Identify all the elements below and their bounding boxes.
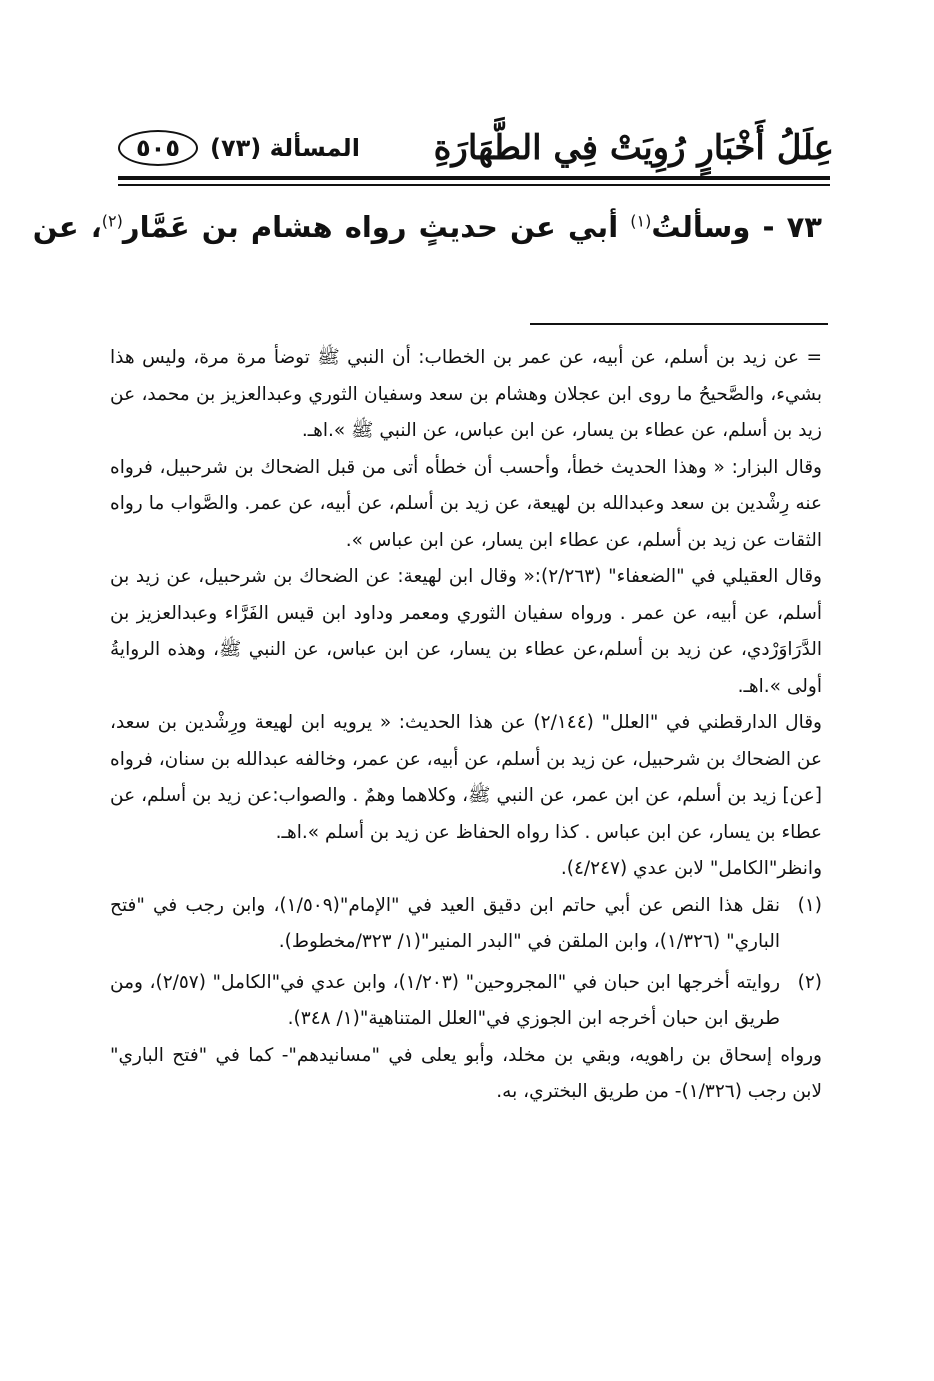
running-head-title: عِلَلُ أَخْبَارٍ رُوِيَتْ فِي الطَّهَارَةِ: [433, 128, 834, 168]
main-tail: ، عن: [32, 210, 102, 244]
note-continuation: = عن زيد بن أسلم، عن أبيه، عن عمر بن الخطاب: أن النبي ﷺ توضأ مرة مرة، وليس هذا بشيء، والصَّحيحُ ما روى ابن عجلان وهشام بن سعد وسفيان الثوري وعبدالعزيز بن محمد، عن زيد بن أسلم، عن عطاء بن يسار، عن ابن عباس، عن النبي ﷺ ».اهـ.: [110, 347, 822, 441]
note-uqayli: وقال العقيلي في "الضعفاء" (٢/٢٦٣):« وقال ابن لهيعة: عن الضحاك بن شرحبيل، عن زيد بن أسلم، عن أبيه، عن عمر . ورواه سفيان الثوري ومعمر وداود ابن قيس الفَرَّاء وعبدالعزيز بن الدَّرَاوَرْدي، عن زيد بن أسلم،عن عطاء بن يسار، عن ابن عباس، عن النبي ﷺ، وهذه الروايةُ أولى ».اهـ.: [110, 566, 822, 697]
footnote-1-text: نقل هذا النص عن أبي حاتم ابن دقيق العيد في "الإمام"(١/٥٠٩)، وابن رجب في "فتح الباري" (١/٣٢٦)، وابن الملقن في "البدر المنير"(١/ ٣٢٣/مخطوط).: [110, 894, 780, 952]
footnote-2-text: روايته أخرجها ابن حبان في "المجروحين" (١/٢٠٣)، وابن عدي في"الكامل" (٢/٥٧)، ومن طريق ابن حبان أخرجه ابن الجوزي في"العلل المتناهية"(١/ ٣٤٨).: [110, 971, 781, 1029]
main-text-line: [32, 210, 822, 244]
header-rule-thin: [118, 184, 830, 186]
page-number: ٥٠٥: [136, 134, 180, 162]
footnote-ref-1: (١): [630, 211, 652, 231]
footnote-1-number: (١): [797, 894, 822, 916]
main-lead: ٧٣ - وسألتُ: [651, 210, 822, 244]
header-rule-thick: [118, 176, 830, 180]
page-number-badge: [118, 130, 198, 166]
note-kamil: وانظر"الكامل" لابن عدي (٤/٢٤٧).: [560, 858, 822, 879]
footnote-1: [110, 888, 822, 961]
footnotes-block: [110, 340, 822, 1111]
main-mid: أبي عن حديثٍ رواه هشام بن عَمَّار: [122, 210, 631, 244]
note-rahawayh: ورواه إسحاق بن راهويه، وبقي بن مخلد، وأبو يعلى في "مسانيدهم"- كما في "فتح الباري" لابن رجب (١/٣٢٦)- من طريق البختري، به.: [110, 1044, 822, 1102]
note-daraqutni: وقال الدارقطني في "العلل" (٢/١٤٤) عن هذا الحديث: « يرويه ابن لهيعة ورِشْدين بن سعد، عن الضحاك بن شرحبيل، عن زيد بن أسلم، عن أبيه، عن عمر، وخالفه عبدالله بن سنان، فرواه [عن] زيد بن أسلم، عن ابن عمر، عن النبي ﷺ، وكلاهما وهمٌ . والصواب:عن زيد بن أسلم، عن عطاء بن يسار، عن ابن عباس . كذا رواه الحفاظ عن زيد بن أسلم ».اهـ.: [110, 712, 822, 843]
footnote-separator: [530, 323, 828, 325]
footnote-2-number: (٢): [797, 971, 822, 993]
note-bazzar: وقال البزار: « وهذا الحديث خطأ، وأحسب أن خطأه أتى من قبل الضحاك بن شرحبيل، فرواه عنه رِشْدين بن سعد وعبدالله بن لهيعة، عن زيد بن أسلم، عن أبيه، عن عمر. والصَّواب ما رواه الثقات عن زيد بن أسلم، عن عطاء ابن يسار، عن ابن عباس ».: [110, 456, 822, 551]
footnote-ref-2: (٢): [101, 211, 123, 231]
footnote-2: [110, 965, 822, 1038]
masala-number: المسألة (٧٣): [210, 134, 360, 162]
